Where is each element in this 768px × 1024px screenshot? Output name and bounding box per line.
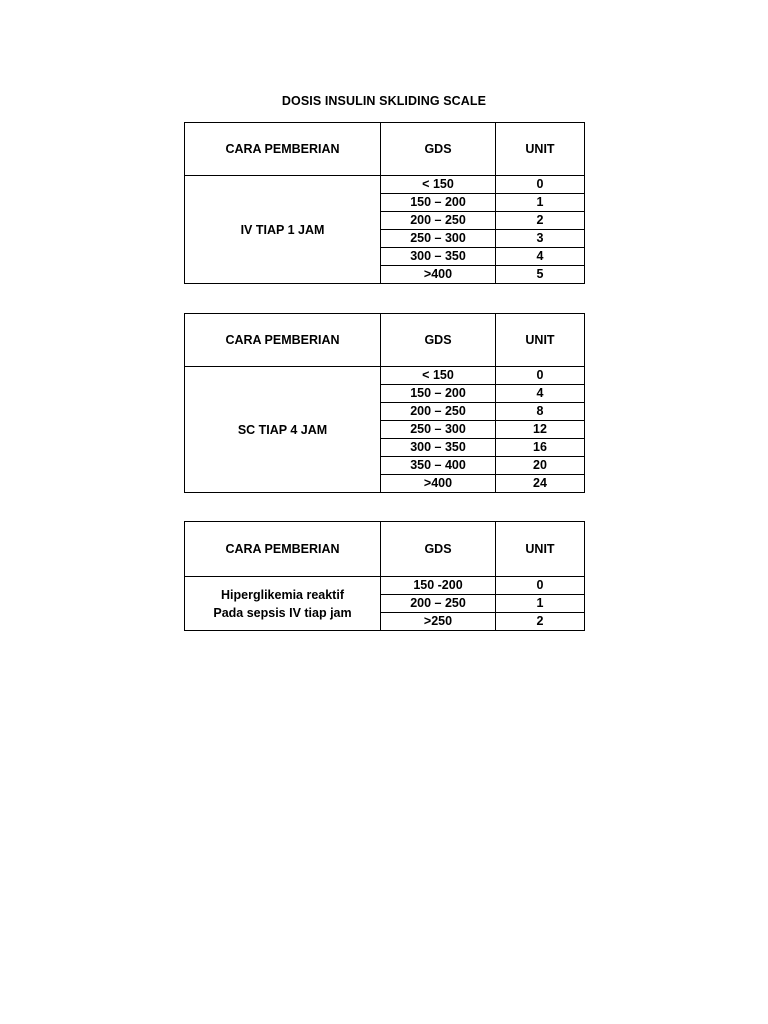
header-cara-pemberian: CARA PEMBERIAN — [185, 522, 381, 577]
header-cara-pemberian: CARA PEMBERIAN — [185, 123, 381, 176]
gds-range-cell: 200 – 250 — [381, 212, 496, 230]
table-header-row — [185, 522, 585, 577]
gds-range-cell: 150 – 200 — [381, 194, 496, 212]
unit-value-cell: 1 — [496, 595, 585, 613]
gds-range-cell: >250 — [381, 613, 496, 631]
unit-value-cell: 24 — [496, 475, 585, 493]
unit-value-cell: 1 — [496, 194, 585, 212]
unit-value-cell: 20 — [496, 457, 585, 475]
administration-method-cell — [185, 176, 381, 284]
administration-method-text: Pada sepsis IV tiap jam — [213, 605, 352, 620]
unit-value-cell: 2 — [496, 212, 585, 230]
unit-value-cell: 5 — [496, 266, 585, 284]
table-row — [185, 176, 585, 194]
unit-value-cell: 4 — [496, 248, 585, 266]
gds-range-cell: 300 – 350 — [381, 439, 496, 457]
unit-value-cell: 0 — [496, 176, 585, 194]
gds-range-cell: 350 – 400 — [381, 457, 496, 475]
header-unit: UNIT — [496, 522, 585, 577]
header-gds: GDS — [381, 314, 496, 367]
dosage-table-1 — [184, 122, 585, 284]
unit-value-cell: 0 — [496, 577, 585, 595]
gds-range-cell: < 150 — [381, 367, 496, 385]
gds-range-cell: 250 – 300 — [381, 421, 496, 439]
administration-method-text: IV TIAP 1 JAM — [240, 222, 325, 237]
dosage-table-3 — [184, 521, 585, 631]
unit-value-cell: 16 — [496, 439, 585, 457]
header-unit: UNIT — [496, 314, 585, 367]
gds-range-cell: >400 — [381, 266, 496, 284]
dosage-table-2 — [184, 313, 585, 493]
header-gds: GDS — [381, 123, 496, 176]
unit-value-cell: 3 — [496, 230, 585, 248]
administration-method-cell — [185, 367, 381, 493]
administration-method-text: SC TIAP 4 JAM — [237, 422, 328, 437]
unit-value-cell: 4 — [496, 385, 585, 403]
gds-range-cell: < 150 — [381, 176, 496, 194]
document-title: DOSIS INSULIN SKLIDING SCALE — [281, 94, 487, 108]
table-header-row — [185, 123, 585, 176]
gds-range-cell: >400 — [381, 475, 496, 493]
administration-method-cell — [185, 577, 381, 631]
gds-range-cell: 150 – 200 — [381, 385, 496, 403]
table-row — [185, 577, 585, 595]
gds-range-cell: 150 -200 — [381, 577, 496, 595]
table-row — [185, 367, 585, 385]
header-gds: GDS — [381, 522, 496, 577]
gds-range-cell: 250 – 300 — [381, 230, 496, 248]
unit-value-cell: 8 — [496, 403, 585, 421]
unit-value-cell: 2 — [496, 613, 585, 631]
unit-value-cell: 0 — [496, 367, 585, 385]
gds-range-cell: 300 – 350 — [381, 248, 496, 266]
administration-method-text: Hiperglikemia reaktif — [221, 587, 344, 602]
gds-range-cell: 200 – 250 — [381, 403, 496, 421]
gds-range-cell: 200 – 250 — [381, 595, 496, 613]
table-header-row — [185, 314, 585, 367]
header-unit: UNIT — [496, 123, 585, 176]
header-cara-pemberian: CARA PEMBERIAN — [185, 314, 381, 367]
unit-value-cell: 12 — [496, 421, 585, 439]
